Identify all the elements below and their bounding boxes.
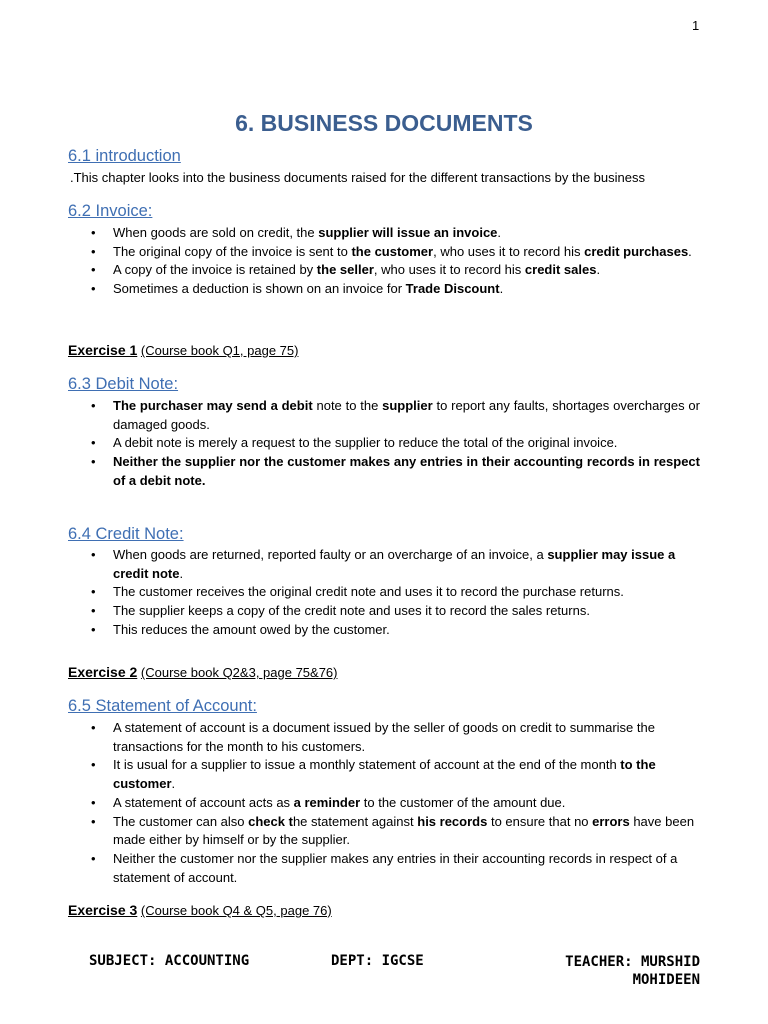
section-heading-debit-note: 6.3 Debit Note: [68, 375, 179, 393]
text: note to the [312, 398, 383, 413]
page-title: 6. BUSINESS DOCUMENTS [235, 110, 533, 136]
bold-text: check t [248, 813, 293, 829]
invoice-list [113, 224, 700, 299]
text: . [171, 776, 176, 792]
text: The original copy of the invoice is sent to [113, 243, 352, 259]
text: Neither the customer nor the supplier makes any entries in their accounting records in respect of a statement of account. [113, 850, 678, 885]
bold-text: errors [592, 813, 630, 829]
bold-text: the customer [351, 243, 434, 259]
exercise-label: Exercise 2 [68, 664, 138, 680]
list-item [113, 583, 700, 602]
bold-text: supplier [382, 398, 433, 413]
text: . [497, 225, 502, 240]
list-item [113, 453, 700, 490]
footer-teacher [565, 953, 700, 989]
footer [0, 953, 768, 993]
text: A statement of account is a document issued by the seller of goods on credit to summarise the transactions for the month to his customers. [113, 720, 655, 754]
section-heading-invoice: 6.2 Invoice: [68, 202, 153, 220]
section-heading-introduction: 6.1 introduction [68, 147, 181, 165]
list-item [113, 719, 700, 756]
text: to report any faults, shortages overcharges or damaged goods. [113, 398, 700, 432]
list-item [113, 850, 700, 887]
text: It is usual for a supplier to issue a monthly statement of account at the end of the month [113, 757, 621, 773]
text: A copy of the invoice is retained by [113, 262, 317, 278]
list-item [113, 434, 700, 453]
exercise-ref: (Course book Q2&3, page 75&76) [140, 665, 338, 680]
bold-text: credit purchases [584, 243, 689, 259]
list-item [113, 397, 700, 434]
text: A statement of account acts as [113, 794, 294, 810]
list-item [113, 280, 700, 299]
debit-note-list [113, 397, 700, 491]
exercise-3 [68, 902, 332, 918]
text: , who uses it to record his [433, 243, 585, 259]
section-heading-credit-note: 6.4 Credit Note: [68, 525, 184, 543]
text: to ensure that no [487, 813, 593, 829]
list-item [113, 602, 700, 621]
bold-text: his records [417, 813, 488, 829]
list-item [113, 243, 700, 262]
statement-list [113, 719, 700, 887]
list-item [113, 621, 700, 640]
text: . [179, 565, 184, 581]
footer-teacher-line2: MOHIDEEN [632, 972, 700, 988]
exercise-label: Exercise 1 [68, 342, 138, 358]
list-item [113, 261, 700, 280]
footer-subject: SUBJECT: ACCOUNTING [89, 953, 250, 969]
text: This reduces the amount owed by the customer. [113, 621, 390, 637]
text: When goods are returned, reported faulty or an overcharge of an invoice, a [113, 547, 548, 562]
list-item [113, 756, 700, 793]
text: . [688, 243, 692, 259]
text: , who uses it to record his [373, 262, 525, 278]
list-item [113, 224, 700, 243]
text: A debit note is merely a request to the supplier to reduce the total of the original invoice. [113, 435, 618, 451]
exercise-ref: (Course book Q1, page 75) [140, 343, 299, 358]
intro-text: .This chapter looks into the business documents raised for the different transactions by the business [70, 170, 645, 185]
exercise-2 [68, 664, 338, 680]
bold-text: Neither the supplier nor the customer makes any entries in their accounting records in respect of a debit note. [113, 454, 700, 488]
text: . [499, 281, 504, 297]
text: he statement against [292, 813, 418, 829]
bold-text: a reminder [293, 794, 361, 810]
list-item [113, 794, 700, 813]
exercise-label: Exercise 3 [68, 902, 138, 918]
exercise-1 [68, 342, 298, 358]
credit-note-list [113, 546, 700, 640]
bold-text: supplier may issue a credit note [113, 547, 676, 581]
bold-text: Trade Discount [405, 281, 500, 297]
list-item [113, 546, 700, 583]
bold-text: to the customer [113, 757, 656, 792]
bold-text: credit sales [524, 262, 597, 278]
bold-text: the seller [316, 262, 374, 278]
list-item [113, 813, 700, 850]
footer-dept: DEPT: IGCSE [331, 953, 424, 969]
text: . [596, 262, 601, 278]
exercise-ref: (Course book Q4 & Q5, page 76) [140, 903, 332, 918]
text: When goods are sold on credit, the [113, 225, 319, 240]
page-number: 1 [692, 18, 700, 33]
text: The customer can also [113, 813, 249, 829]
footer-teacher-line1: TEACHER: MURSHID [565, 954, 700, 970]
bold-text: The purchaser may send a debit [113, 398, 313, 413]
text: The supplier keeps a copy of the credit note and uses it to record the sales returns. [113, 603, 590, 619]
text: The customer receives the original credit note and uses it to record the purchase returns. [113, 584, 624, 600]
text: Sometimes a deduction is shown on an invoice for [113, 281, 406, 297]
text: have been made either by himself or by the supplier. [113, 813, 695, 848]
bold-text: supplier will issue an invoice [318, 225, 498, 240]
section-heading-statement-of-account: 6.5 Statement of Account: [68, 697, 257, 715]
text: to the customer of the amount due. [360, 794, 566, 810]
